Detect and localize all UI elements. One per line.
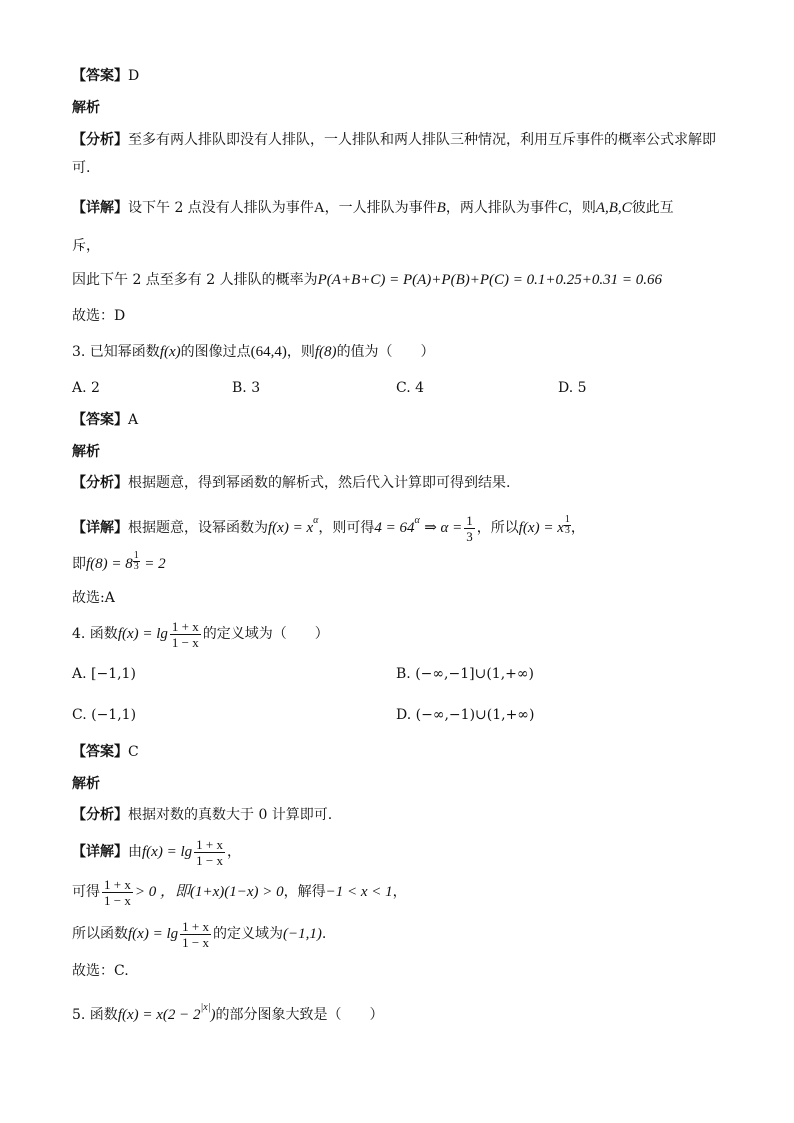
q3-option-c: C. 4 bbox=[396, 380, 425, 396]
q3-option-b: B. 3 bbox=[232, 380, 261, 396]
q5-stem: 5. 函数$f(x) = x(2 - 2^{|x|})$的部分图象大致是（ ） bbox=[72, 1002, 384, 1023]
answer-value: D bbox=[128, 68, 140, 84]
q4-stem: 4. 函数f(x) = lg $\frac{1 + x}{1 - x}$ 的定义域为（ ） bbox=[72, 618, 329, 650]
q3-stem: 3. 已知幂函数f(x)的图像过点(64,4)，则f(8)的值为（ ） bbox=[72, 344, 435, 360]
q4-detail-line3: 所以函数f(x) = lg $\frac{1 + x}{1 - x}$ 的定义域为(−1,1). bbox=[72, 918, 327, 950]
q3-detail-line2: 即f(8) = 8 $\frac{1}{3}$ = 2 bbox=[72, 550, 166, 572]
q3-option-a: A. 2 bbox=[72, 380, 100, 396]
q2-conclusion: 故选：D bbox=[72, 308, 126, 324]
q3-analysis-heading: 解析 bbox=[72, 444, 100, 460]
q2-detail-line2: 斥， bbox=[72, 238, 100, 254]
q4-fenxi: 【分析】根据对数的真数大于 0 计算即可. bbox=[72, 807, 333, 823]
q3-detail-line1: 【详解】根据题意，设幂函数为$f(x) = x^\alpha$，则可得$4 = 64^\alpha$ ⇒ α = $\frac{1}{3}$ ，所以f(x) = x $\frac{1}{3}$ ， bbox=[72, 512, 585, 544]
q4-conclusion: 故选：C. bbox=[72, 963, 129, 979]
q3-fenxi: 【分析】根据题意，得到幂函数的解析式，然后代入计算即可得到结果. bbox=[72, 475, 511, 491]
q4-option-c: C. (−1,1) bbox=[72, 707, 137, 723]
q2-fenxi-line1: 【分析】至多有两人排队即没有人排队，一人排队和两人排队三种情况，利用互斥事件的概率公式求解即 bbox=[72, 132, 716, 148]
q3-answer-line: 【答案】A bbox=[72, 412, 139, 428]
q2-detail-line1: 【详解】设下午 2 点没有人排队为事件A，一人排队为事件B，两人排队为事件C，则A,B,C彼此互 bbox=[72, 200, 674, 216]
q4-analysis-heading: 解析 bbox=[72, 776, 100, 792]
q4-option-b: B. (−∞,−1]∪(1,+∞) bbox=[396, 666, 534, 682]
q3-option-d: D. 5 bbox=[558, 380, 587, 396]
q2-fenxi-line2: 可. bbox=[72, 160, 91, 176]
q2-detail-line3: 因此下午 2 点至多有 2 人排队的概率为P(A+B+C) = P(A)+P(B)+P(C) = 0.1+0.25+0.31 = 0.66 bbox=[72, 272, 662, 288]
q4-detail-line2: 可得 $\frac{1 + x}{1 - x}$ > 0 ，即(1+x)(1−x) > 0，解得−1 < x < 1， bbox=[72, 876, 407, 908]
q4-option-a: A. [−1,1) bbox=[72, 666, 136, 682]
q4-detail-line1: 【详解】由f(x) = lg $\frac{1 + x}{1 - x}$ ， bbox=[72, 836, 241, 868]
q3-conclusion: 故选:A bbox=[72, 590, 115, 606]
q4-option-d: D. (−∞,−1)∪(1,+∞) bbox=[396, 707, 535, 723]
probability-formula: P(A+B+C) = P(A)+P(B)+P(C) = 0.1+0.25+0.31 = 0.66 bbox=[317, 272, 662, 288]
answer-label: 【答案】 bbox=[72, 68, 128, 84]
q4-answer-line: 【答案】C bbox=[72, 744, 139, 760]
q2-analysis-heading: 解析 bbox=[72, 100, 100, 116]
fraction-one-third: $\frac{1}{3}$ bbox=[466, 512, 473, 544]
q2-answer-line bbox=[72, 66, 139, 86]
